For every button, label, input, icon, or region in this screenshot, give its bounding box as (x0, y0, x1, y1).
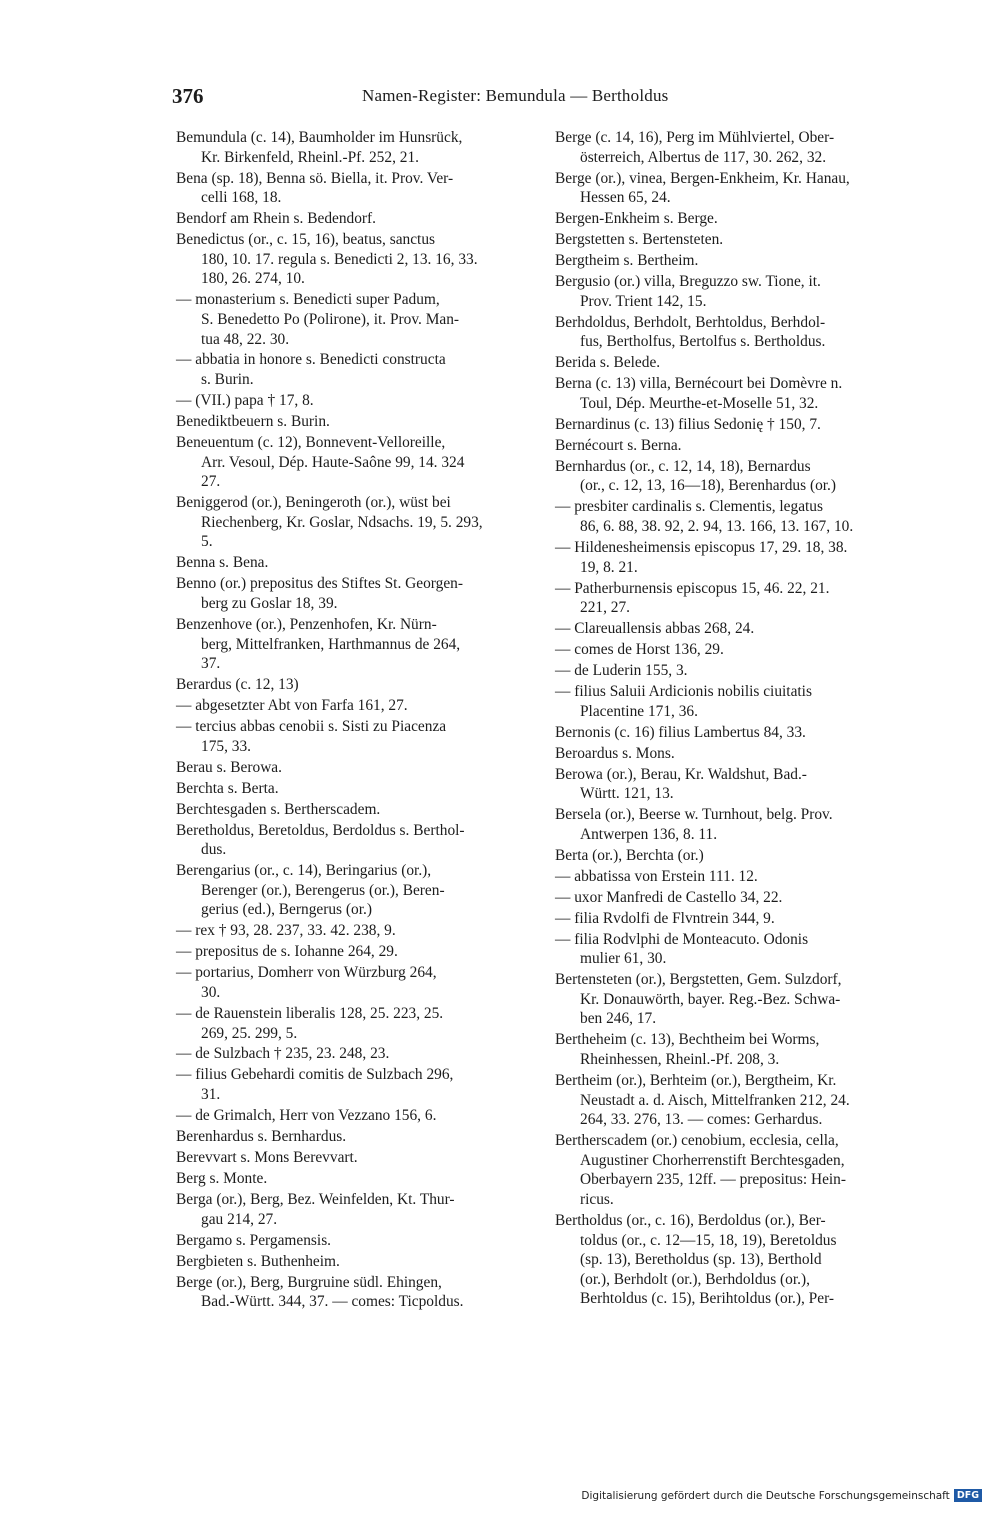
index-entry: — filius Saluii Ardicionis nobilis ciuitatis Placentine 171, 36. (555, 683, 812, 720)
index-entry: — prepositus de s. Iohanne 264, 29. (176, 943, 398, 961)
index-entry: Bernonis (c. 16) filius Lambertus 84, 33. (555, 723, 806, 741)
index-entry: Berengarius (or., c. 14), Beringarius (or.), Berenger (or.), Berengerus (or.), Beren- gerius (ed.), Berngerus (or.) (176, 862, 445, 919)
index-entry: — de Grimalch, Herr von Vezzano 156, 6. (176, 1107, 437, 1125)
index-entry: Bersela (or.), Beerse w. Turnhout, belg. Prov. Antwerpen 136, 8. 11. (555, 806, 833, 843)
index-entry: Bendorf am Rhein s. Bedendorf. (176, 210, 377, 228)
index-entry: — filius Gebehardi comitis de Sulzbach 296, 31. (176, 1066, 454, 1104)
index-entry: — portarius, Domherr von Würzburg 264, 30. (176, 964, 437, 1001)
index-entry: Berta (or.), Berchta (or.) (555, 846, 704, 864)
index-entry: — abbatissa von Erstein 111. 12. (555, 867, 758, 885)
index-entry: Berardus (c. 12, 13) (176, 676, 299, 694)
index-entry: — de Sulzbach † 235, 23. 248, 23. (176, 1045, 390, 1063)
index-entry: Bertholdus (or., c. 16), Berdoldus (or.), Ber- toldus (or., c. 12—15, 18, 19), Beretoldus (sp. 13), Beretholdus (sp. 13), Berthold (or.), Berhdolt (or.), Berhdoldus (or.), Berhtoldus (c. 15), Berihtoldus (or.), Per- (555, 1211, 837, 1308)
index-entry: — rex † 93, 28. 237, 33. 42. 238, 9. (176, 922, 396, 940)
index-entry: — de Luderin 155, 3. (555, 662, 688, 680)
index-entry: Berge (c. 14, 16), Perg im Mühlviertel, Ober- österreich, Albertus de 117, 30. 262, 32. (555, 129, 835, 166)
index-entry: Bernhardus (or., c. 12, 14, 18), Bernardus (or., c. 12, 13, 16—18), Berenhardus (or.) (555, 457, 837, 495)
index-entry: — de Rauenstein liberalis 128, 25. 223, 25. 269, 25. 299, 5. (176, 1004, 444, 1042)
index-entry: Bernécourt s. Berna. (555, 436, 682, 454)
index-entry: Benno (or.) prepositus des Stiftes St. Georgen- berg zu Goslar 18, 39. (176, 575, 463, 612)
index-entry: Bergamo s. Pergamensis. (176, 1231, 332, 1249)
index-entry: — abgesetzter Abt von Farfa 161, 27. (176, 697, 408, 715)
index-entry: Bergbieten s. Buthenheim. (176, 1252, 340, 1270)
index-entry: Bemundula (c. 14), Baumholder im Hunsrück, Kr. Birkenfeld, Rheinl.-Pf. 252, 21. (176, 129, 463, 166)
index-entry: — Patherburnensis episcopus 15, 46. 22, 21. 221, 27. (555, 579, 830, 617)
index-entry: — Hildenesheimensis episcopus 17, 29. 18, 38. 19, 8. 21. (555, 538, 848, 576)
index-entry: Berna (c. 13) villa, Bernécourt bei Domèvre n. Toul, Dép. Meurthe-et-Moselle 51, 32. (555, 375, 843, 412)
index-entry: Berida s. Belede. (555, 354, 661, 372)
index-entry: Beroardus s. Mons. (555, 744, 675, 762)
index-entry: Berge (or.), vinea, Bergen-Enkheim, Kr. Hanau, Hessen 65, 24. (555, 169, 850, 207)
index-entry: Bertherscadem (or.) cenobium, ecclesia, cella, Augustiner Chorherrenstift Berchtesgaden, Oberbayern 235, 12ff. — prepositus: Hein- ricus. (555, 1132, 846, 1208)
right-column (555, 128, 910, 1310)
index-entry: Bertheheim (c. 13), Bechtheim bei Worms, Rheinhessen, Rheinl.-Pf. 208, 3. (555, 1031, 820, 1069)
index-entry: Berowa (or.), Berau, Kr. Waldshut, Bad.- Württ. 121, 13. (555, 765, 807, 803)
index-entry: Benedictus (or., c. 15, 16), beatus, sanctus 180, 10. 17. regula s. Benedicti 2, 13. 16, 33. 180, 26. 274, 10. (176, 231, 478, 288)
index-entry: Berenhardus s. Bernhardus. (176, 1128, 347, 1146)
index-entry: Beretholdus, Beretoldus, Berdoldus s. Berthol- dus. (176, 821, 465, 859)
index-entry: — presbiter cardinalis s. Clementis, legatus 86, 6. 88, 38. 92, 2. 94, 13. 166, 13. 167, 10. (555, 498, 854, 535)
index-entry: Bergstetten s. Bertensteten. (555, 231, 724, 249)
index-entry: Berchtesgaden s. Bertherscadem. (176, 800, 381, 818)
index-entry: Bergtheim s. Bertheim. (555, 252, 699, 270)
page-number: 376 (172, 84, 204, 108)
index-entry: Beneuentum (c. 12), Bonnevent-Velloreille, Arr. Vesoul, Dép. Haute-Saône 99, 14. 324 27. (176, 434, 465, 491)
index-entry: Bertensteten (or.), Bergstetten, Gem. Sulzdorf, Kr. Donauwörth, bayer. Reg.-Bez. Schwa- ben 246, 17. (555, 971, 842, 1028)
index-entry: Beniggerod (or.), Beningeroth (or.), wüst bei Riechenberg, Kr. Goslar, Ndsachs. 19, 5. 293, 5. (176, 494, 483, 551)
index-entry: — abbatia in honore s. Benedicti constructa s. Burin. (176, 351, 446, 389)
index-entry: Bertheim (or.), Berhteim (or.), Bergtheim, Kr. Neustadt a. d. Aisch, Mittelfranken 212, 24. 264, 33. 276, 13. — comes: Gerhardus. (555, 1072, 850, 1129)
footer-credit-text: Digitalisierung gefördert durch die Deutsche Forschungsgemeinschaft (581, 1489, 950, 1502)
running-head: Namen-Register: Bemundula — Bertholdus (362, 86, 669, 105)
page-header (172, 84, 910, 110)
index-entry: Benna s. Bena. (176, 554, 269, 572)
index-entry: — comes de Horst 136, 29. (555, 641, 724, 659)
index-entry: Bena (sp. 18), Benna sö. Biella, it. Prov. Ver- celli 168, 18. (176, 169, 454, 207)
index-entry: Berchta s. Berta. (176, 779, 279, 797)
index-entry: Berhdoldus, Berhdolt, Berhtoldus, Berhdol- fus, Bertholfus, Bertolfus s. Bertholdus. (555, 313, 826, 351)
index-entry: Berau s. Berowa. (176, 758, 282, 776)
index-entry: — Clareuallensis abbas 268, 24. (555, 620, 755, 638)
dfg-logo-icon: DFG (954, 1489, 982, 1502)
index-entry: Berge (or.), Berg, Burgruine südl. Ehingen, Bad.-Württ. 344, 37. — comes: Ticpoldus. (176, 1273, 464, 1311)
index-entry: Benediktbeuern s. Burin. (176, 413, 330, 431)
index-entry: Bergusio (or.) villa, Breguzzo sw. Tione, it. Prov. Trient 142, 15. (555, 273, 821, 310)
index-entry: — (VII.) papa † 17, 8. (176, 392, 314, 410)
index-entry: Berga (or.), Berg, Bez. Weinfelden, Kt. Thur- gau 214, 27. (176, 1190, 455, 1228)
index-entry: Berg s. Monte. (176, 1170, 268, 1187)
index-entry: — tercius abbas cenobii s. Sisti zu Piacenza 175, 33. (176, 718, 447, 755)
index-entry: — monasterium s. Benedicti super Padum, S. Benedetto Po (Polirone), it. Prov. Man- tua 48, 22. 30. (176, 291, 460, 348)
index-entry: Bergen-Enkheim s. Berge. (555, 210, 718, 228)
index-entry: — filia Rodvlphi de Monteacuto. Odonis mulier 61, 30. (555, 930, 809, 968)
index-entry: Bernardinus (c. 13) filius Sedonię † 150, 7. (555, 415, 821, 433)
index-entry: — filia Rvdolfi de Flvntrein 344, 9. (555, 909, 775, 927)
index-entry: Berevvart s. Mons Berevvart. (176, 1149, 358, 1167)
index-entry: — uxor Manfredi de Castello 34, 22. (555, 888, 783, 906)
left-column (176, 128, 532, 1313)
footer-credit (581, 1489, 982, 1502)
index-entry: Benzenhove (or.), Penzenhofen, Kr. Nürn- berg, Mittelfranken, Harthmannus de 264, 37. (176, 615, 461, 673)
